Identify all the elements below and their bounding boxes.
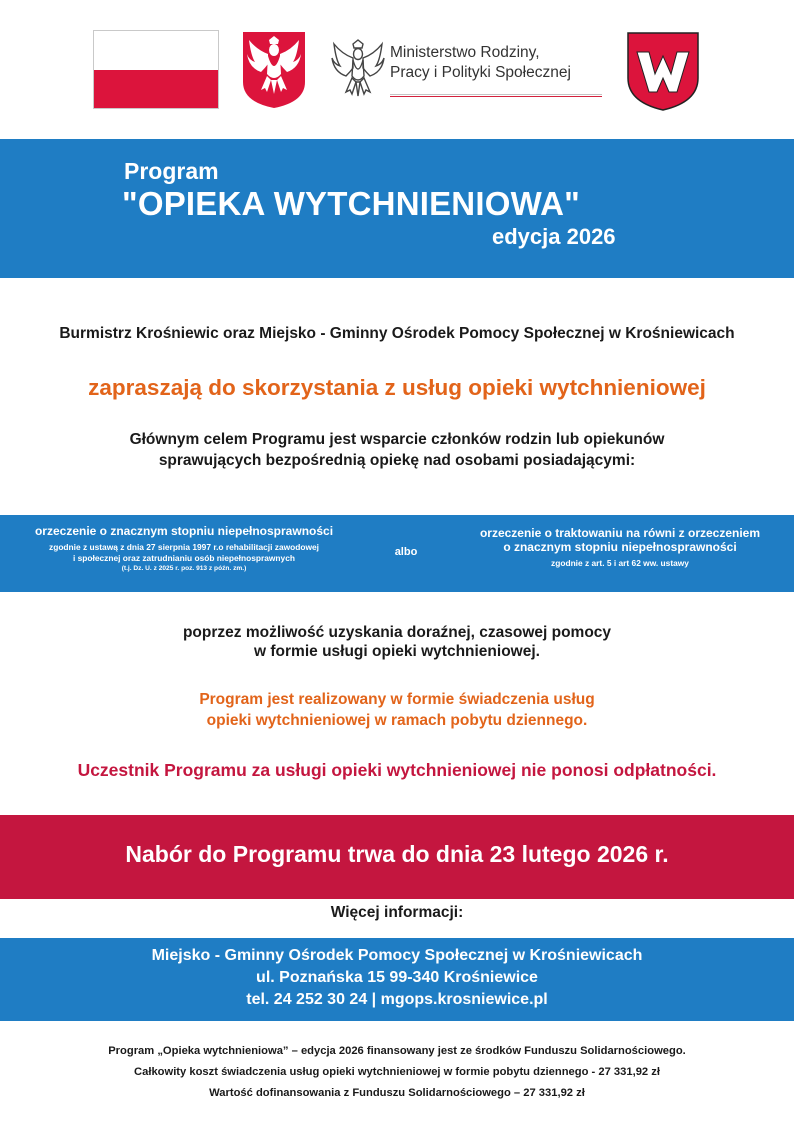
contact-org: Miejsko - Gminny Ośrodek Pomocy Społecznej w Krośniewicach: [151, 947, 643, 964]
town-coat-of-arms-icon: [625, 30, 701, 112]
realized-line-1: Program jest realizowany w formie świadczenia usług: [199, 691, 595, 708]
condition-right-heading-1: orzeczenie o traktowaniu na równi z orzeczeniem: [479, 526, 761, 540]
no-cost-notice: Uczestnik Programu za usługi opieki wytchnieniowej nie ponosi odpłatności.: [77, 760, 717, 780]
condition-or: albo: [394, 546, 418, 558]
ministry-line-1: Ministerstwo Rodziny,: [390, 44, 540, 61]
invite-headline: zapraszają do skorzystania z usług opieki wytchnieniowej: [88, 375, 706, 400]
condition-left-sub-1: zgodnie z ustawą z dnia 27 sierpnia 1997 r.o rehabilitacji zawodowej: [49, 542, 319, 552]
goal-line-2: sprawujących bezpośrednią opiekę nad osobami posiadającymi:: [158, 452, 636, 469]
recruitment-deadline: Nabór do Programu trwa do dnia 23 lutego 2026 r.: [125, 841, 669, 867]
condition-right-heading-2: o znacznym stopniu niepełnosprawności: [503, 540, 737, 554]
contact-info: [0, 945, 794, 1011]
means-line-2: w formie usługi opieki wytchnieniowej.: [254, 643, 540, 660]
condition-left-sub-2: i społecznej oraz zatrudnianiu osób niepełnosprawnych: [73, 553, 295, 563]
program-goal: [0, 429, 794, 471]
condition-right: [440, 526, 794, 568]
condition-left: [0, 524, 368, 572]
condition-left-heading: orzeczenie o znacznym stopniu niepełnosprawności: [34, 524, 334, 538]
program-edition: edycja 2026: [492, 224, 616, 249]
condition-right-sub: zgodnie z art. 5 i art 62 ww. ustawy: [551, 558, 689, 568]
ministry-underline: [390, 94, 602, 97]
realized-text: [0, 689, 794, 731]
polish-eagle-shield-icon: [241, 30, 307, 110]
polish-flag-icon: [93, 30, 219, 109]
program-title: "OPIEKA WYTCHNIENIOWA": [122, 185, 580, 222]
ministry-line-2: Pracy i Polityki Społecznej: [390, 64, 571, 81]
footer-line-3: Wartość dofinansowania z Funduszu Solidarnościowego – 27 331,92 zł: [209, 1087, 585, 1099]
program-label: Program: [124, 158, 219, 184]
contact-phone-web: tel. 24 252 30 24 | mgops.krosniewice.pl: [246, 991, 548, 1008]
funding-footer: [0, 1041, 794, 1104]
ministry-name: [390, 43, 571, 83]
condition-left-sub-3: (t.j. Dz. U. z 2025 r. poz. 913 z późn. zm.): [121, 565, 247, 572]
means-text: [0, 623, 794, 661]
more-info-label: Więcej informacji:: [330, 904, 464, 921]
ministry-eagle-icon: [330, 38, 386, 102]
contact-address: ul. Poznańska 15 99-340 Krośniewice: [256, 969, 538, 986]
goal-line-1: Głównym celem Programu jest wsparcie członków rodzin lub opiekunów: [129, 431, 665, 448]
realized-line-2: opieki wytchnieniowej w ramach pobytu dziennego.: [206, 712, 588, 729]
footer-line-2: Całkowity koszt świadczenia usług opieki wytchnieniowej w formie pobytu dziennego - 27 331,92 zł: [134, 1066, 660, 1078]
footer-line-1: Program „Opieka wytchnieniowa” – edycja 2026 finansowany jest ze środków Funduszu Solidarnościowego.: [108, 1045, 686, 1057]
intro-text: Burmistrz Krośniewic oraz Miejsko - Gminny Ośrodek Pomocy Społecznej w Krośniewicach: [59, 325, 735, 342]
means-line-1: poprzez możliwość uzyskania doraźnej, czasowej pomocy: [182, 624, 612, 641]
